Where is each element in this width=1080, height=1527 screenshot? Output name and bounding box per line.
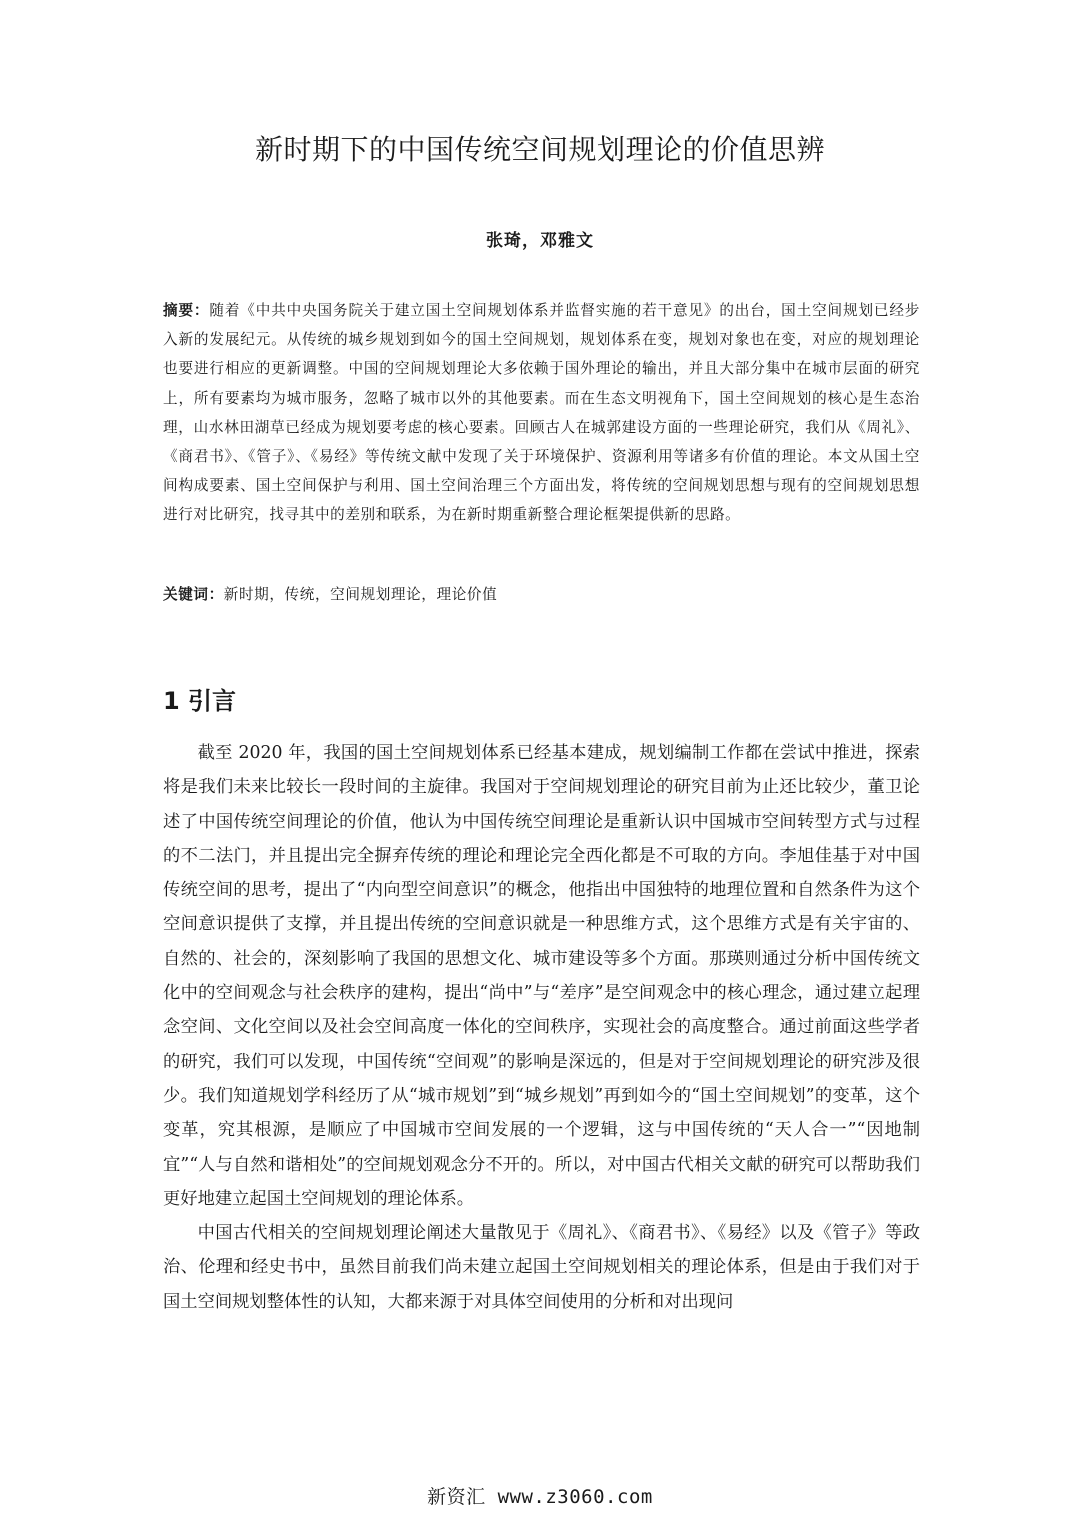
paragraph: 截至 2020 年，我国的国土空间规划体系已经基本建成，规划编制工作都在尝试中推进，探索将是我们未来比较长一段时间的主旋律。我国对于空间规划理论的研究目前为止还比较少，董卫论述了中国传统空间理论的价值，他认为中国传统空间理论是重新认识中国城市空间转型方式与过程的不二法门，并且提出完全摒弃传统的理论和理论完全西化都是不可取的方向。李旭佳基于对中国传统空间的思考，提出了“内向型空间意识”的概念，他指出中国独特的地理位置和自然条件为这个空间意识提供了支撑，并且提出传统的空间意识就是一种思维方式，这个思维方式是有关宇宙的、自然的、社会的，深刻影响了我国的思想文化、城市建设等多个方面。那瑛则通过分析中国传统文化中的空间观念与社会秩序的建构，提出“尚中”与“差序”是空间观念中的核心理念，通过建立起理念空间、文化空间以及社会空间高度一体化的空间秩序，实现社会的高度整合。通过前面这些学者的研究，我们可以发现，中国传统“空间观”的影响是深远的，但是对于空间规划理论的研究涉及很少。我们知道规划学科经历了从“城市规划”到“城乡规划”再到如今的“国土空间规划”的变革，这个变革，究其根源，是顺应了中国城市空间发展的一个逻辑，这与中国传统的“天人合一”“因地制宜”“人与自然和谐相处”的空间规划观念分不开的。所以，对中国古代相关文献的研究可以帮助我们更好地建立起国土空间规划的理论体系。	[163, 743, 920, 1209]
abstract-label: 摘要：	[163, 302, 210, 319]
keywords-text: 新时期，传统，空间规划理论，理论价值	[223, 586, 498, 603]
keywords	[163, 580, 920, 609]
abstract	[163, 296, 920, 530]
paper-authors: 张琦，邓雅文	[486, 231, 594, 251]
paragraph: 中国古代相关的空间规划理论阐述大量散见于《周礼》、《商君书》、《易经》以及《管子》等政治、伦理和经史书中，虽然目前我们尚未建立起国土空间规划相关的理论体系，但是由于我们对于国土空间规划整体性的认知，大都来源于对具体空间使用的分析和对出现问	[163, 1223, 920, 1312]
keywords-label: 关键词：	[163, 586, 224, 603]
footer-watermark: 新资汇 www.z3060.com	[427, 1486, 653, 1508]
body-text	[163, 736, 920, 1319]
section-heading-introduction: 1 引言	[163, 687, 237, 715]
abstract-text: 随着《中共中央国务院关于建立国土空间规划体系并监督实施的若干意见》的出台，国土空间规划已经步入新的发展纪元。从传统的城乡规划到如今的国土空间规划，规划体系在变，规划对象也在变，对应的规划理论也要进行相应的更新调整。中国的空间规划理论大多依赖于国外理论的输出，并且大部分集中在城市层面的研究上，所有要素均为城市服务，忽略了城市以外的其他要素。而在生态文明视角下，国土空间规划的核心是生态治理，山水林田湖草已经成为规划要考虑的核心要素。回顾古人在城郭建设方面的一些理论研究，我们从《周礼》、《商君书》、《管子》、《易经》等传统文献中发现了关于环境保护、资源利用等诸多有价值的理论。本文从国土空间构成要素、国土空间保护与利用、国土空间治理三个方面出发，将传统的空间规划思想与现有的空间规划思想进行对比研究，找寻其中的差别和联系，为在新时期重新整合理论框架提供新的思路。	[163, 302, 920, 524]
paper-title: 新时期下的中国传统空间规划理论的价值思辨	[254, 133, 825, 166]
